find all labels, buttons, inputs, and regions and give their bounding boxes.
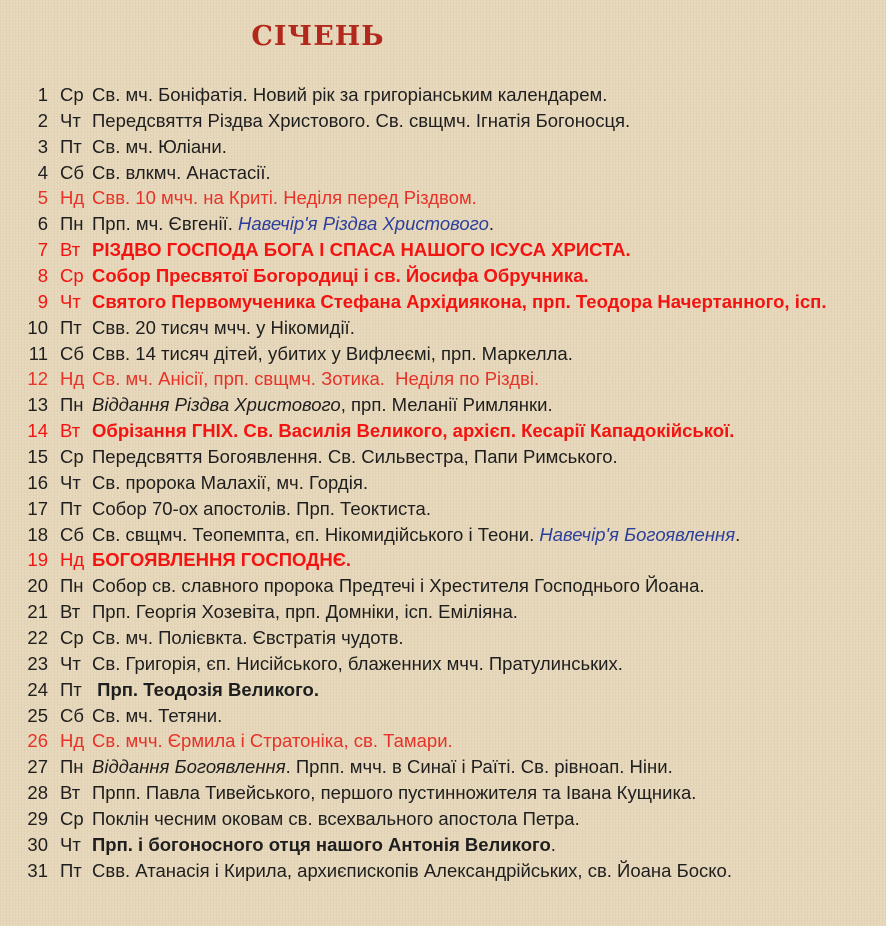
feast-segment: Св. мч. Анісії, прп. свщмч. Зотика. Неділя по Різдві. [92, 368, 540, 390]
feast-segment: Передсвяття Різдва Христового. Св. свщмч. Ігнатія Богоносця. [92, 109, 631, 131]
day-of-week: Чт [60, 471, 81, 493]
day-number: 12 [27, 368, 48, 390]
day-of-week: Вт [60, 782, 81, 804]
feast-description [92, 341, 886, 367]
day-of-week: Пн [60, 575, 84, 597]
day-number: 27 [27, 756, 48, 778]
calendar-row [0, 392, 886, 418]
feast-segment: , прп. Меланії Римлянки. [340, 394, 553, 416]
calendar-row [0, 134, 886, 160]
day-of-week: Нд [60, 368, 85, 390]
feast-segment: Св. свщмч. Теопемпта, єп. Нікомидійського і Теони. [92, 523, 540, 545]
day-number: 23 [27, 652, 48, 674]
feast-description [92, 366, 886, 392]
day-number: 5 [37, 187, 48, 209]
day-number: 4 [37, 161, 48, 183]
calendar-row [0, 625, 886, 651]
feast-segment: Св. мч. Юліани. [92, 135, 227, 157]
feast-segment: . [488, 213, 494, 235]
calendar-row [0, 806, 886, 832]
calendar-row [0, 315, 886, 341]
feast-segment: Святого Первомученика Стефана Архідиякона, прп. Теодора Начертанного, ісп. [92, 290, 827, 312]
calendar-row [0, 728, 886, 754]
feast-description [92, 573, 886, 599]
feast-description [92, 82, 886, 108]
day-of-week: Ср [60, 265, 84, 287]
feast-segment: Свв. 20 тисяч мчч. у Нікомидії. [92, 316, 355, 338]
feast-segment: Св. Григорія, єп. Нисійського, блаженних мчч. Пратулинських. [92, 652, 623, 674]
day-number: 7 [37, 239, 48, 261]
calendar-row [0, 522, 886, 548]
feast-description [92, 289, 886, 315]
calendar-row [0, 211, 886, 237]
day-number: 29 [27, 808, 48, 830]
feast-segment: Прп. Теодозія Великого. [92, 678, 319, 700]
calendar-row [0, 470, 886, 496]
calendar-row [0, 341, 886, 367]
day-number: 18 [27, 523, 48, 545]
feast-description [92, 780, 886, 806]
feast-description [92, 418, 886, 444]
day-number: 10 [27, 316, 48, 338]
calendar-row [0, 366, 886, 392]
day-number: 14 [27, 420, 48, 442]
calendar-rows [0, 82, 886, 884]
day-of-week: Сб [60, 342, 84, 364]
calendar-row [0, 599, 886, 625]
feast-description [92, 392, 886, 418]
day-number: 19 [27, 549, 48, 571]
feast-segment: БОГОЯВЛЕННЯ ГОСПОДНЄ. [92, 549, 352, 571]
day-number: 17 [27, 497, 48, 519]
calendar-row [0, 496, 886, 522]
calendar-row [0, 858, 886, 884]
calendar-row [0, 82, 886, 108]
feast-description [92, 651, 886, 677]
calendar-row [0, 237, 886, 263]
day-of-week: Пт [60, 678, 82, 700]
day-number: 25 [27, 704, 48, 726]
calendar-row [0, 418, 886, 444]
calendar-row [0, 444, 886, 470]
calendar-row [0, 160, 886, 186]
feast-description [92, 134, 886, 160]
calendar-row [0, 832, 886, 858]
day-of-week: Пн [60, 394, 84, 416]
day-of-week: Ср [60, 627, 84, 649]
month-title: СІЧЕНЬ [251, 21, 385, 52]
day-of-week: Пт [60, 135, 82, 157]
day-number: 21 [27, 601, 48, 623]
feast-description [92, 237, 886, 263]
day-of-week: Пт [60, 859, 82, 881]
day-number: 30 [27, 833, 48, 855]
feast-description [92, 108, 886, 134]
feast-description [92, 806, 886, 832]
feast-description [92, 211, 886, 237]
feast-segment: Св. мчч. Єрмила і Стратоніка, св. Тамари. [92, 730, 453, 752]
feast-description [92, 832, 886, 858]
feast-description [92, 728, 886, 754]
feast-description [92, 315, 886, 341]
day-number: 13 [27, 394, 48, 416]
day-of-week: Пт [60, 316, 82, 338]
feast-description [92, 677, 886, 703]
day-of-week: Вт [60, 239, 81, 261]
calendar-row [0, 754, 886, 780]
calendar-row [0, 547, 886, 573]
feast-segment: Собор св. славного пророка Предтечі і Хрестителя Господнього Йоана. [92, 575, 705, 597]
day-number: 6 [37, 213, 48, 235]
feast-description [92, 858, 886, 884]
feast-segment: . [550, 833, 556, 855]
feast-segment: Обрізання ГНІХ. Св. Василія Великого, архієп. Кесарії Кападокійської. [92, 420, 735, 442]
day-number: 24 [27, 678, 48, 700]
calendar-row [0, 703, 886, 729]
feast-description [92, 263, 886, 289]
calendar-row [0, 263, 886, 289]
day-number: 20 [27, 575, 48, 597]
day-of-week: Чт [60, 833, 81, 855]
day-of-week: Ср [60, 84, 84, 105]
day-of-week: Нд [60, 549, 85, 571]
day-number: 26 [27, 730, 48, 752]
feast-description [92, 703, 886, 729]
day-number: 1 [37, 84, 48, 105]
day-of-week: Нд [60, 730, 85, 752]
day-of-week: Вт [60, 420, 81, 442]
day-number: 22 [27, 627, 48, 649]
feast-segment: Передсвяття Богоявлення. Св. Сильвестра, Папи Римського. [92, 446, 618, 468]
feast-segment: Собор 70-ох апостолів. Прп. Теоктиста. [92, 497, 431, 519]
day-number: 3 [37, 135, 48, 157]
day-of-week: Пт [60, 497, 82, 519]
feast-description [92, 444, 886, 470]
day-of-week: Чт [60, 652, 81, 674]
feast-segment: Св. мч. Боніфатія. Новий рік за григоріанським календарем. [92, 84, 608, 105]
feast-segment: Свв. 14 тисяч дітей, убитих у Вифлеємі, прп. Маркелла. [92, 342, 573, 364]
day-of-week: Чт [60, 290, 81, 312]
feast-segment: Свв. 10 мчч. на Криті. Неділя перед Різдвом. [92, 187, 477, 209]
day-of-week: Сб [60, 161, 84, 183]
feast-description [92, 522, 886, 548]
feast-segment: Прпп. Павла Тивейського, першого пустинножителя та Івана Кущника. [92, 782, 697, 804]
day-number: 11 [28, 342, 48, 364]
calendar-row [0, 108, 886, 134]
feast-segment: Поклін чесним оковам св. всехвального апостола Петра. [92, 808, 580, 830]
feast-segment: Прп. і богоносного отця нашого Антонія Великого [92, 833, 551, 855]
day-number: 31 [27, 859, 48, 881]
feast-description [92, 599, 886, 625]
feast-segment: . [735, 523, 741, 545]
feast-description [92, 547, 886, 573]
feast-segment: Навечір'я Різдва Христового [238, 213, 489, 235]
day-of-week: Пн [60, 756, 84, 778]
day-of-week: Ср [60, 808, 84, 830]
feast-segment: Свв. Атанасія і Кирила, архиєпископів Александрійських, св. Йоана Боско. [92, 859, 732, 881]
feast-segment: Навечір'я Богоявлення [539, 523, 736, 545]
feast-segment: Св. пророка Малахії, мч. Гордія. [92, 471, 368, 493]
day-number: 8 [37, 265, 48, 287]
day-number: 28 [27, 782, 48, 804]
calendar-row [0, 677, 886, 703]
feast-description [92, 625, 886, 651]
feast-segment: . Прпп. мчч. в Синаї і Раїті. Св. рівноап. Ніни. [285, 756, 673, 778]
feast-segment: Прп. мч. Євгенії. [92, 213, 239, 235]
day-number: 16 [27, 471, 48, 493]
feast-segment: Віддання Різдва Христового [92, 394, 341, 416]
feast-segment: Собор Пресвятої Богородиці і св. Йосифа Обручника. [92, 265, 589, 287]
day-number: 15 [27, 446, 48, 468]
feast-segment: Прп. Георгія Хозевіта, прп. Домніки, ісп. Еміліяна. [92, 601, 518, 623]
feast-segment: Св. мч. Тетяни. [92, 704, 223, 726]
feast-description [92, 754, 886, 780]
calendar-row [0, 651, 886, 677]
calendar-row [0, 573, 886, 599]
calendar-row [0, 780, 886, 806]
feast-description [92, 470, 886, 496]
day-of-week: Нд [60, 187, 85, 209]
day-number: 9 [37, 290, 48, 312]
day-of-week: Ср [60, 446, 84, 468]
day-of-week: Сб [60, 704, 84, 726]
feast-segment: РІЗДВО ГОСПОДА БОГА І СПАСА НАШОГО ІСУСА ХРИСТА. [92, 239, 631, 261]
feast-segment: Віддання Богоявлення [92, 756, 286, 778]
day-of-week: Вт [60, 601, 81, 623]
calendar-row [0, 185, 886, 211]
feast-segment: Св. мч. Полієвкта. Євстратія чудотв. [92, 627, 404, 649]
day-of-week: Пн [60, 213, 84, 235]
calendar-row [0, 289, 886, 315]
feast-description [92, 160, 886, 186]
day-of-week: Чт [60, 109, 81, 131]
day-of-week: Сб [60, 523, 84, 545]
feast-description [92, 496, 886, 522]
feast-description [92, 185, 886, 211]
feast-segment: Св. влкмч. Анастасії. [92, 161, 271, 183]
day-number: 2 [37, 109, 48, 131]
